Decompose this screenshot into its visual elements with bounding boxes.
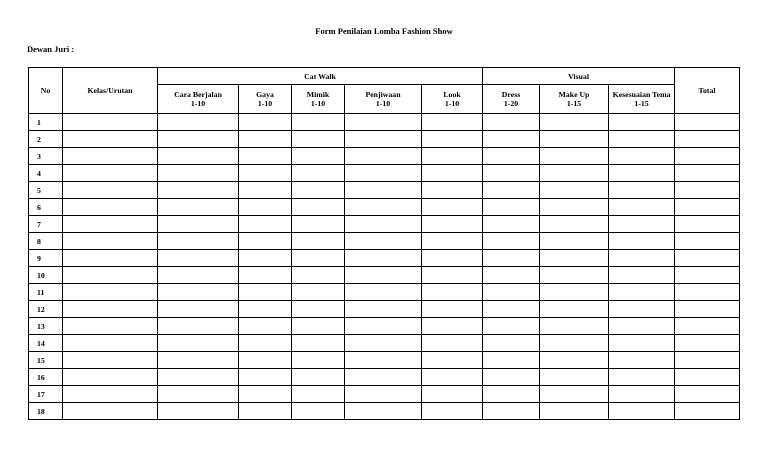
header-name: Mimik xyxy=(306,90,330,99)
score-cell[interactable] xyxy=(609,233,675,250)
score-cell[interactable] xyxy=(483,182,540,199)
score-cell[interactable] xyxy=(292,114,345,131)
score-cell[interactable] xyxy=(345,352,422,369)
score-cell[interactable] xyxy=(609,335,675,352)
score-cell[interactable] xyxy=(345,335,422,352)
score-cell[interactable] xyxy=(63,352,158,369)
score-cell[interactable] xyxy=(422,335,483,352)
score-cell[interactable] xyxy=(483,199,540,216)
score-cell[interactable] xyxy=(609,131,675,148)
score-cell[interactable] xyxy=(422,114,483,131)
score-cell[interactable] xyxy=(345,165,422,182)
score-cell[interactable] xyxy=(540,114,609,131)
table-row xyxy=(29,233,740,250)
score-cell[interactable] xyxy=(239,284,292,301)
score-cell[interactable] xyxy=(483,335,540,352)
score-cell[interactable] xyxy=(540,352,609,369)
score-cell[interactable] xyxy=(675,148,740,165)
score-cell[interactable] xyxy=(292,148,345,165)
score-cell[interactable] xyxy=(345,250,422,267)
score-cell[interactable] xyxy=(540,182,609,199)
score-cell[interactable] xyxy=(609,301,675,318)
table-row xyxy=(29,301,740,318)
score-cell[interactable] xyxy=(63,301,158,318)
header-name: Make Up xyxy=(558,90,590,99)
score-cell[interactable] xyxy=(422,369,483,386)
header-name: Penjiwaan xyxy=(365,90,401,99)
score-cell[interactable] xyxy=(422,318,483,335)
score-cell[interactable] xyxy=(345,369,422,386)
score-cell[interactable] xyxy=(609,182,675,199)
score-cell[interactable] xyxy=(345,182,422,199)
score-cell[interactable] xyxy=(63,216,158,233)
form-title: Form Penilaian Lomba Fashion Show xyxy=(315,26,453,36)
score-cell[interactable] xyxy=(675,318,740,335)
score-cell[interactable] xyxy=(609,165,675,182)
score-cell[interactable] xyxy=(345,267,422,284)
score-cell[interactable] xyxy=(483,216,540,233)
table-row xyxy=(29,148,740,165)
score-cell[interactable] xyxy=(63,318,158,335)
score-cell[interactable] xyxy=(422,403,483,420)
table-row xyxy=(29,267,740,284)
score-cell[interactable] xyxy=(292,233,345,250)
score-cell[interactable] xyxy=(63,335,158,352)
row-number: 9 xyxy=(29,250,63,267)
score-cell[interactable] xyxy=(63,131,158,148)
score-cell[interactable] xyxy=(239,267,292,284)
score-cell[interactable] xyxy=(158,284,239,301)
header-name: Kesesuaian Tema xyxy=(612,90,671,99)
score-cell[interactable] xyxy=(292,369,345,386)
score-cell[interactable] xyxy=(609,148,675,165)
score-cell[interactable] xyxy=(675,165,740,182)
score-cell[interactable] xyxy=(239,114,292,131)
score-cell[interactable] xyxy=(483,386,540,403)
score-cell[interactable] xyxy=(422,182,483,199)
row-number: 13 xyxy=(29,318,63,335)
header-kesesuaian-tema xyxy=(609,85,675,114)
score-cell[interactable] xyxy=(158,114,239,131)
row-number: 18 xyxy=(29,403,63,420)
score-cell[interactable] xyxy=(158,386,239,403)
score-cell[interactable] xyxy=(675,335,740,352)
score-cell[interactable] xyxy=(422,199,483,216)
row-number: 16 xyxy=(29,369,63,386)
score-cell[interactable] xyxy=(292,352,345,369)
header-name: Cara Berjalan xyxy=(174,90,222,99)
score-cell[interactable] xyxy=(63,233,158,250)
table-row xyxy=(29,284,740,301)
score-cell[interactable] xyxy=(292,182,345,199)
header-range: 1-15 xyxy=(634,99,649,108)
score-cell[interactable] xyxy=(292,216,345,233)
score-cell[interactable] xyxy=(483,284,540,301)
row-number: 2 xyxy=(29,131,63,148)
score-cell[interactable] xyxy=(540,335,609,352)
score-cell[interactable] xyxy=(609,386,675,403)
score-cell[interactable] xyxy=(483,301,540,318)
header-range: 1-15 xyxy=(566,99,582,108)
score-cell[interactable] xyxy=(483,369,540,386)
score-cell[interactable] xyxy=(675,233,740,250)
score-cell[interactable] xyxy=(345,284,422,301)
score-cell[interactable] xyxy=(345,199,422,216)
score-cell[interactable] xyxy=(239,369,292,386)
row-number: 17 xyxy=(29,386,63,403)
score-cell[interactable] xyxy=(239,250,292,267)
score-cell[interactable] xyxy=(675,216,740,233)
table-row xyxy=(29,250,740,267)
row-number: 7 xyxy=(29,216,63,233)
score-cell[interactable] xyxy=(540,301,609,318)
score-cell[interactable] xyxy=(422,250,483,267)
score-cell[interactable] xyxy=(540,250,609,267)
score-cell[interactable] xyxy=(158,233,239,250)
row-number: 14 xyxy=(29,335,63,352)
row-number: 3 xyxy=(29,148,63,165)
score-cell[interactable] xyxy=(345,318,422,335)
row-number: 6 xyxy=(29,199,63,216)
score-cell[interactable] xyxy=(609,318,675,335)
score-body xyxy=(29,114,740,420)
score-cell[interactable] xyxy=(483,148,540,165)
score-cell[interactable] xyxy=(158,318,239,335)
header-no: No xyxy=(29,68,63,114)
score-cell[interactable] xyxy=(422,216,483,233)
score-cell[interactable] xyxy=(239,335,292,352)
score-cell[interactable] xyxy=(540,233,609,250)
score-cell[interactable] xyxy=(239,165,292,182)
score-cell[interactable] xyxy=(540,267,609,284)
score-cell[interactable] xyxy=(345,114,422,131)
score-cell[interactable] xyxy=(158,148,239,165)
header-total: Total xyxy=(675,68,740,114)
score-cell[interactable] xyxy=(292,301,345,318)
score-cell[interactable] xyxy=(239,148,292,165)
table-row xyxy=(29,165,740,182)
header-name: Gaya xyxy=(256,90,274,99)
score-cell[interactable] xyxy=(422,386,483,403)
score-cell[interactable] xyxy=(158,199,239,216)
score-cell[interactable] xyxy=(345,301,422,318)
score-cell[interactable] xyxy=(540,199,609,216)
table-row xyxy=(29,403,740,420)
score-cell[interactable] xyxy=(63,250,158,267)
header-range: 1-20 xyxy=(503,99,519,108)
score-cell[interactable] xyxy=(422,301,483,318)
score-cell[interactable] xyxy=(540,369,609,386)
score-cell[interactable] xyxy=(675,403,740,420)
score-cell[interactable] xyxy=(239,233,292,250)
score-cell[interactable] xyxy=(609,267,675,284)
score-cell[interactable] xyxy=(540,318,609,335)
score-cell[interactable] xyxy=(609,403,675,420)
score-cell[interactable] xyxy=(483,131,540,148)
score-cell[interactable] xyxy=(63,284,158,301)
score-cell[interactable] xyxy=(483,318,540,335)
table-row xyxy=(29,216,740,233)
score-cell[interactable] xyxy=(540,284,609,301)
header-visual-group: Visual xyxy=(483,68,675,85)
score-cell[interactable] xyxy=(239,386,292,403)
table-row xyxy=(29,386,740,403)
score-cell[interactable] xyxy=(675,199,740,216)
table-row xyxy=(29,318,740,335)
table-row xyxy=(29,352,740,369)
score-cell[interactable] xyxy=(675,369,740,386)
score-cell[interactable] xyxy=(345,148,422,165)
score-cell[interactable] xyxy=(63,369,158,386)
score-cell[interactable] xyxy=(63,114,158,131)
score-cell[interactable] xyxy=(675,267,740,284)
header-catwalk-group: Cat Walk xyxy=(158,68,483,85)
score-cell[interactable] xyxy=(422,352,483,369)
header-penjiwaan xyxy=(345,85,422,114)
header-dress xyxy=(483,85,540,114)
table-row xyxy=(29,182,740,199)
score-cell[interactable] xyxy=(483,250,540,267)
score-cell[interactable] xyxy=(675,284,740,301)
score-cell[interactable] xyxy=(292,199,345,216)
header-range: 1-10 xyxy=(444,99,460,108)
score-cell[interactable] xyxy=(675,114,740,131)
row-number: 10 xyxy=(29,267,63,284)
row-number: 4 xyxy=(29,165,63,182)
score-cell[interactable] xyxy=(158,301,239,318)
header-make-up xyxy=(540,85,609,114)
score-cell[interactable] xyxy=(158,250,239,267)
score-cell[interactable] xyxy=(158,165,239,182)
header-gaya xyxy=(239,85,292,114)
score-cell[interactable] xyxy=(422,233,483,250)
score-cell[interactable] xyxy=(675,352,740,369)
header-range: 1-10 xyxy=(257,99,273,108)
table-row xyxy=(29,131,740,148)
score-cell[interactable] xyxy=(422,131,483,148)
score-cell[interactable] xyxy=(609,216,675,233)
score-cell[interactable] xyxy=(158,182,239,199)
header-range: 1-10 xyxy=(375,99,391,108)
score-cell[interactable] xyxy=(540,148,609,165)
score-cell[interactable] xyxy=(675,386,740,403)
score-cell[interactable] xyxy=(292,267,345,284)
score-cell[interactable] xyxy=(292,131,345,148)
row-number: 5 xyxy=(29,182,63,199)
table-row xyxy=(29,369,740,386)
score-cell[interactable] xyxy=(292,403,345,420)
score-cell[interactable] xyxy=(422,284,483,301)
score-cell[interactable] xyxy=(483,114,540,131)
score-cell[interactable] xyxy=(292,165,345,182)
score-cell[interactable] xyxy=(292,284,345,301)
score-cell[interactable] xyxy=(540,165,609,182)
score-cell[interactable] xyxy=(483,267,540,284)
score-cell[interactable] xyxy=(63,199,158,216)
score-cell[interactable] xyxy=(540,216,609,233)
score-cell[interactable] xyxy=(540,403,609,420)
score-cell[interactable] xyxy=(675,131,740,148)
score-cell[interactable] xyxy=(422,165,483,182)
row-number: 15 xyxy=(29,352,63,369)
table-row xyxy=(29,335,740,352)
score-cell[interactable] xyxy=(345,233,422,250)
score-cell[interactable] xyxy=(63,386,158,403)
header-range: 1-10 xyxy=(310,99,326,108)
score-cell[interactable] xyxy=(345,403,422,420)
score-cell[interactable] xyxy=(540,386,609,403)
row-number: 1 xyxy=(29,114,63,131)
score-cell[interactable] xyxy=(675,301,740,318)
score-cell[interactable] xyxy=(63,182,158,199)
header-name: Look xyxy=(443,90,461,99)
score-cell[interactable] xyxy=(609,250,675,267)
header-mimik xyxy=(292,85,345,114)
score-cell[interactable] xyxy=(239,199,292,216)
table-row xyxy=(29,114,740,131)
score-cell[interactable] xyxy=(483,403,540,420)
score-cell[interactable] xyxy=(345,131,422,148)
score-cell[interactable] xyxy=(158,131,239,148)
score-cell[interactable] xyxy=(483,233,540,250)
judge-label: Dewan Juri : xyxy=(27,44,75,54)
score-cell[interactable] xyxy=(675,182,740,199)
score-cell[interactable] xyxy=(422,267,483,284)
row-number: 12 xyxy=(29,301,63,318)
row-number: 8 xyxy=(29,233,63,250)
score-cell[interactable] xyxy=(609,114,675,131)
score-cell[interactable] xyxy=(239,403,292,420)
header-range: 1-10 xyxy=(190,99,206,108)
score-cell[interactable] xyxy=(158,352,239,369)
score-cell[interactable] xyxy=(292,386,345,403)
score-cell[interactable] xyxy=(483,352,540,369)
score-cell[interactable] xyxy=(345,216,422,233)
score-cell[interactable] xyxy=(63,148,158,165)
score-cell[interactable] xyxy=(292,318,345,335)
score-cell[interactable] xyxy=(158,216,239,233)
score-cell[interactable] xyxy=(239,301,292,318)
score-cell[interactable] xyxy=(158,403,239,420)
score-cell[interactable] xyxy=(292,335,345,352)
header-look xyxy=(422,85,483,114)
score-cell[interactable] xyxy=(239,352,292,369)
score-cell[interactable] xyxy=(540,131,609,148)
score-cell[interactable] xyxy=(609,352,675,369)
score-cell[interactable] xyxy=(483,165,540,182)
header-cara-berjalan xyxy=(158,85,239,114)
score-cell[interactable] xyxy=(239,182,292,199)
score-cell[interactable] xyxy=(345,386,422,403)
score-cell[interactable] xyxy=(239,131,292,148)
score-cell[interactable] xyxy=(158,369,239,386)
score-cell[interactable] xyxy=(609,369,675,386)
row-number: 11 xyxy=(29,284,63,301)
header-class-order: Kelas/Urutan xyxy=(63,68,158,114)
score-cell[interactable] xyxy=(422,148,483,165)
score-cell[interactable] xyxy=(63,267,158,284)
score-cell[interactable] xyxy=(239,318,292,335)
score-cell[interactable] xyxy=(63,165,158,182)
score-cell[interactable] xyxy=(675,250,740,267)
score-cell[interactable] xyxy=(609,199,675,216)
score-cell[interactable] xyxy=(63,403,158,420)
score-table xyxy=(28,67,740,420)
table-row xyxy=(29,199,740,216)
score-cell[interactable] xyxy=(239,216,292,233)
score-cell[interactable] xyxy=(609,284,675,301)
score-cell[interactable] xyxy=(158,267,239,284)
header-name: Dress xyxy=(501,90,521,99)
score-cell[interactable] xyxy=(292,250,345,267)
score-cell[interactable] xyxy=(158,335,239,352)
